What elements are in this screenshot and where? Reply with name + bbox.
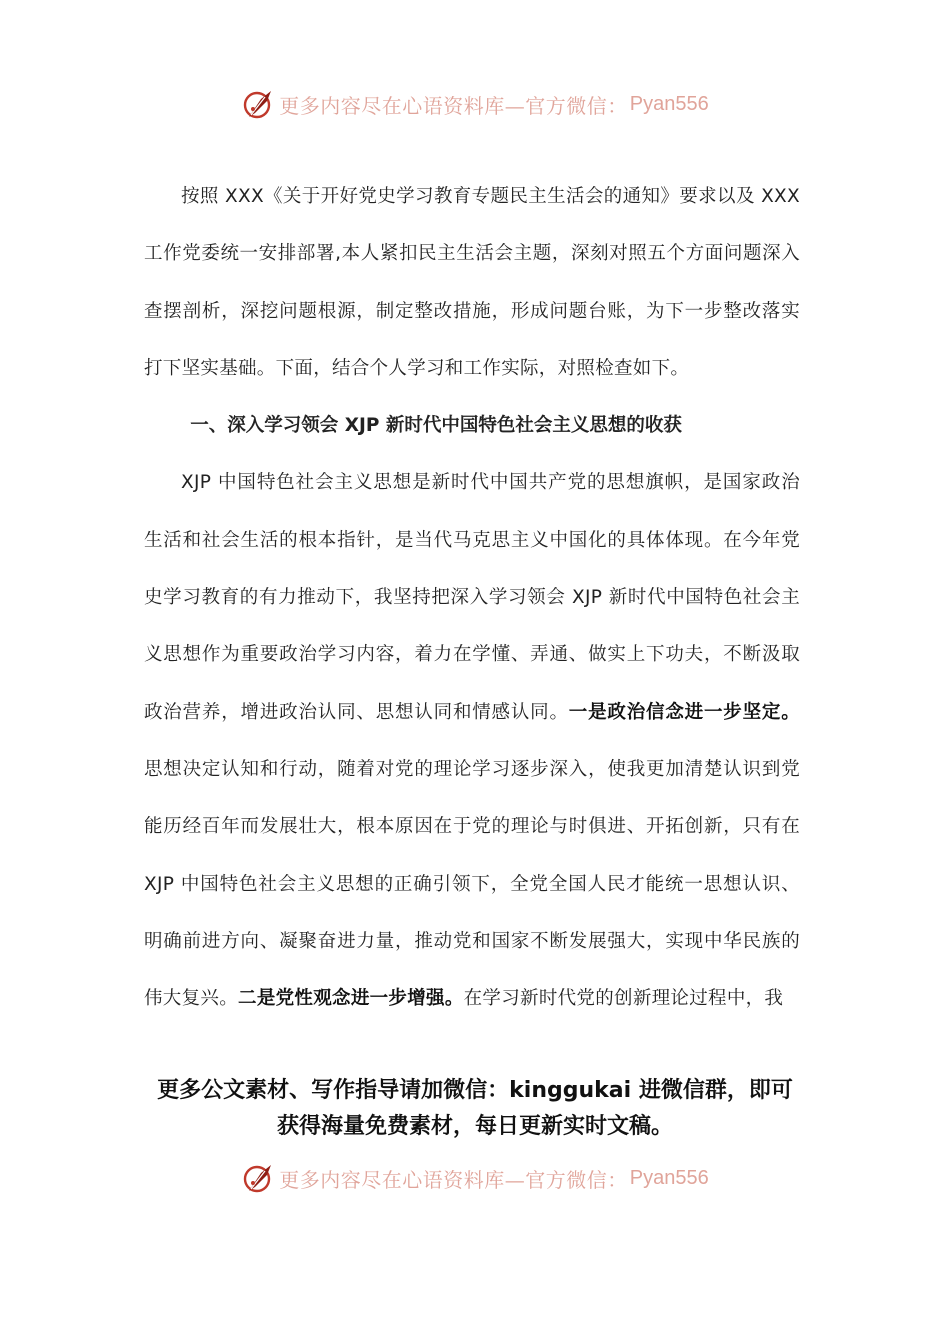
footer-watermark <box>0 1156 950 1200</box>
document-body <box>144 168 800 1027</box>
watermark-text: 更多内容尽在心语资料库—官方微信： <box>279 1167 628 1192</box>
promo-line-2: 获得海量免费素材，每日更新实时文稿。 <box>276 1114 673 1139</box>
bold-point-1: 一是政治信念进一步坚定。 <box>568 701 800 723</box>
bold-point-2: 二是党性观念进一步增强。 <box>238 988 464 1010</box>
watermark-wechat-id: Pyan556 <box>629 92 709 115</box>
section-heading-1: 一、深入学习领会 XJP 新时代中国特色社会主义思想的收获 <box>190 415 682 437</box>
promo-notice <box>144 1073 806 1145</box>
promo-line-1: 更多公文素材、写作指导请加微信：kinggukai 进微信群，即可 <box>157 1078 793 1103</box>
section-1-paragraph <box>144 454 800 1027</box>
watermark-wechat-id: Pyan556 <box>629 1166 709 1189</box>
body-text-part-2: 思想决定认知和行动，随着对党的理论学习逐步深入，使我更加清楚认识到党能历经百年而发展壮大，根本原因在于党的理论与时俱进、开拓创新，只有在 XJP 中国特色社会主义思想的正确引领下，全党全国人民才能统一思想认识、明确前进方向、凝聚奋进力量，推动党和国家不断发展强大，实现中华民族的伟大复兴。 <box>144 758 800 1010</box>
watermark-text: 更多内容尽在心语资料库—官方微信： <box>279 93 628 118</box>
header-watermark <box>0 82 950 126</box>
body-text-part-3: 在学习新时代党的创新理论过程中，我 <box>463 988 784 1010</box>
quill-logo-icon <box>241 87 275 121</box>
quill-logo-icon <box>241 1161 275 1195</box>
intro-paragraph: 按照 XXX《关于开好党史学习教育专题民主生活会的通知》要求以及 XXX 工作党委统一安排部署,本人紧扣民主生活会主题，深刻对照五个方面问题深入查摆剖析，深挖问题根源，制定整改措施，形成问题台账，为下一步整改落实打下坚实基础。下面，结合个人学习和工作实际，对照检查如下。 <box>144 186 800 379</box>
body-text-part-1: XJP 中国特色社会主义思想是新时代中国共产党的思想旗帜，是国家政治生活和社会生活的根本指针，是当代马克思主义中国化的具体体现。在今年党史学习教育的有力推动下，我坚持把深入学习领会 XJP 新时代中国特色社会主义思想作为重要政治学习内容，着力在学懂、弄通、做实上下功夫，不断汲取政治营养，增进政治认同、思想认同和情感认同。 <box>144 472 800 723</box>
